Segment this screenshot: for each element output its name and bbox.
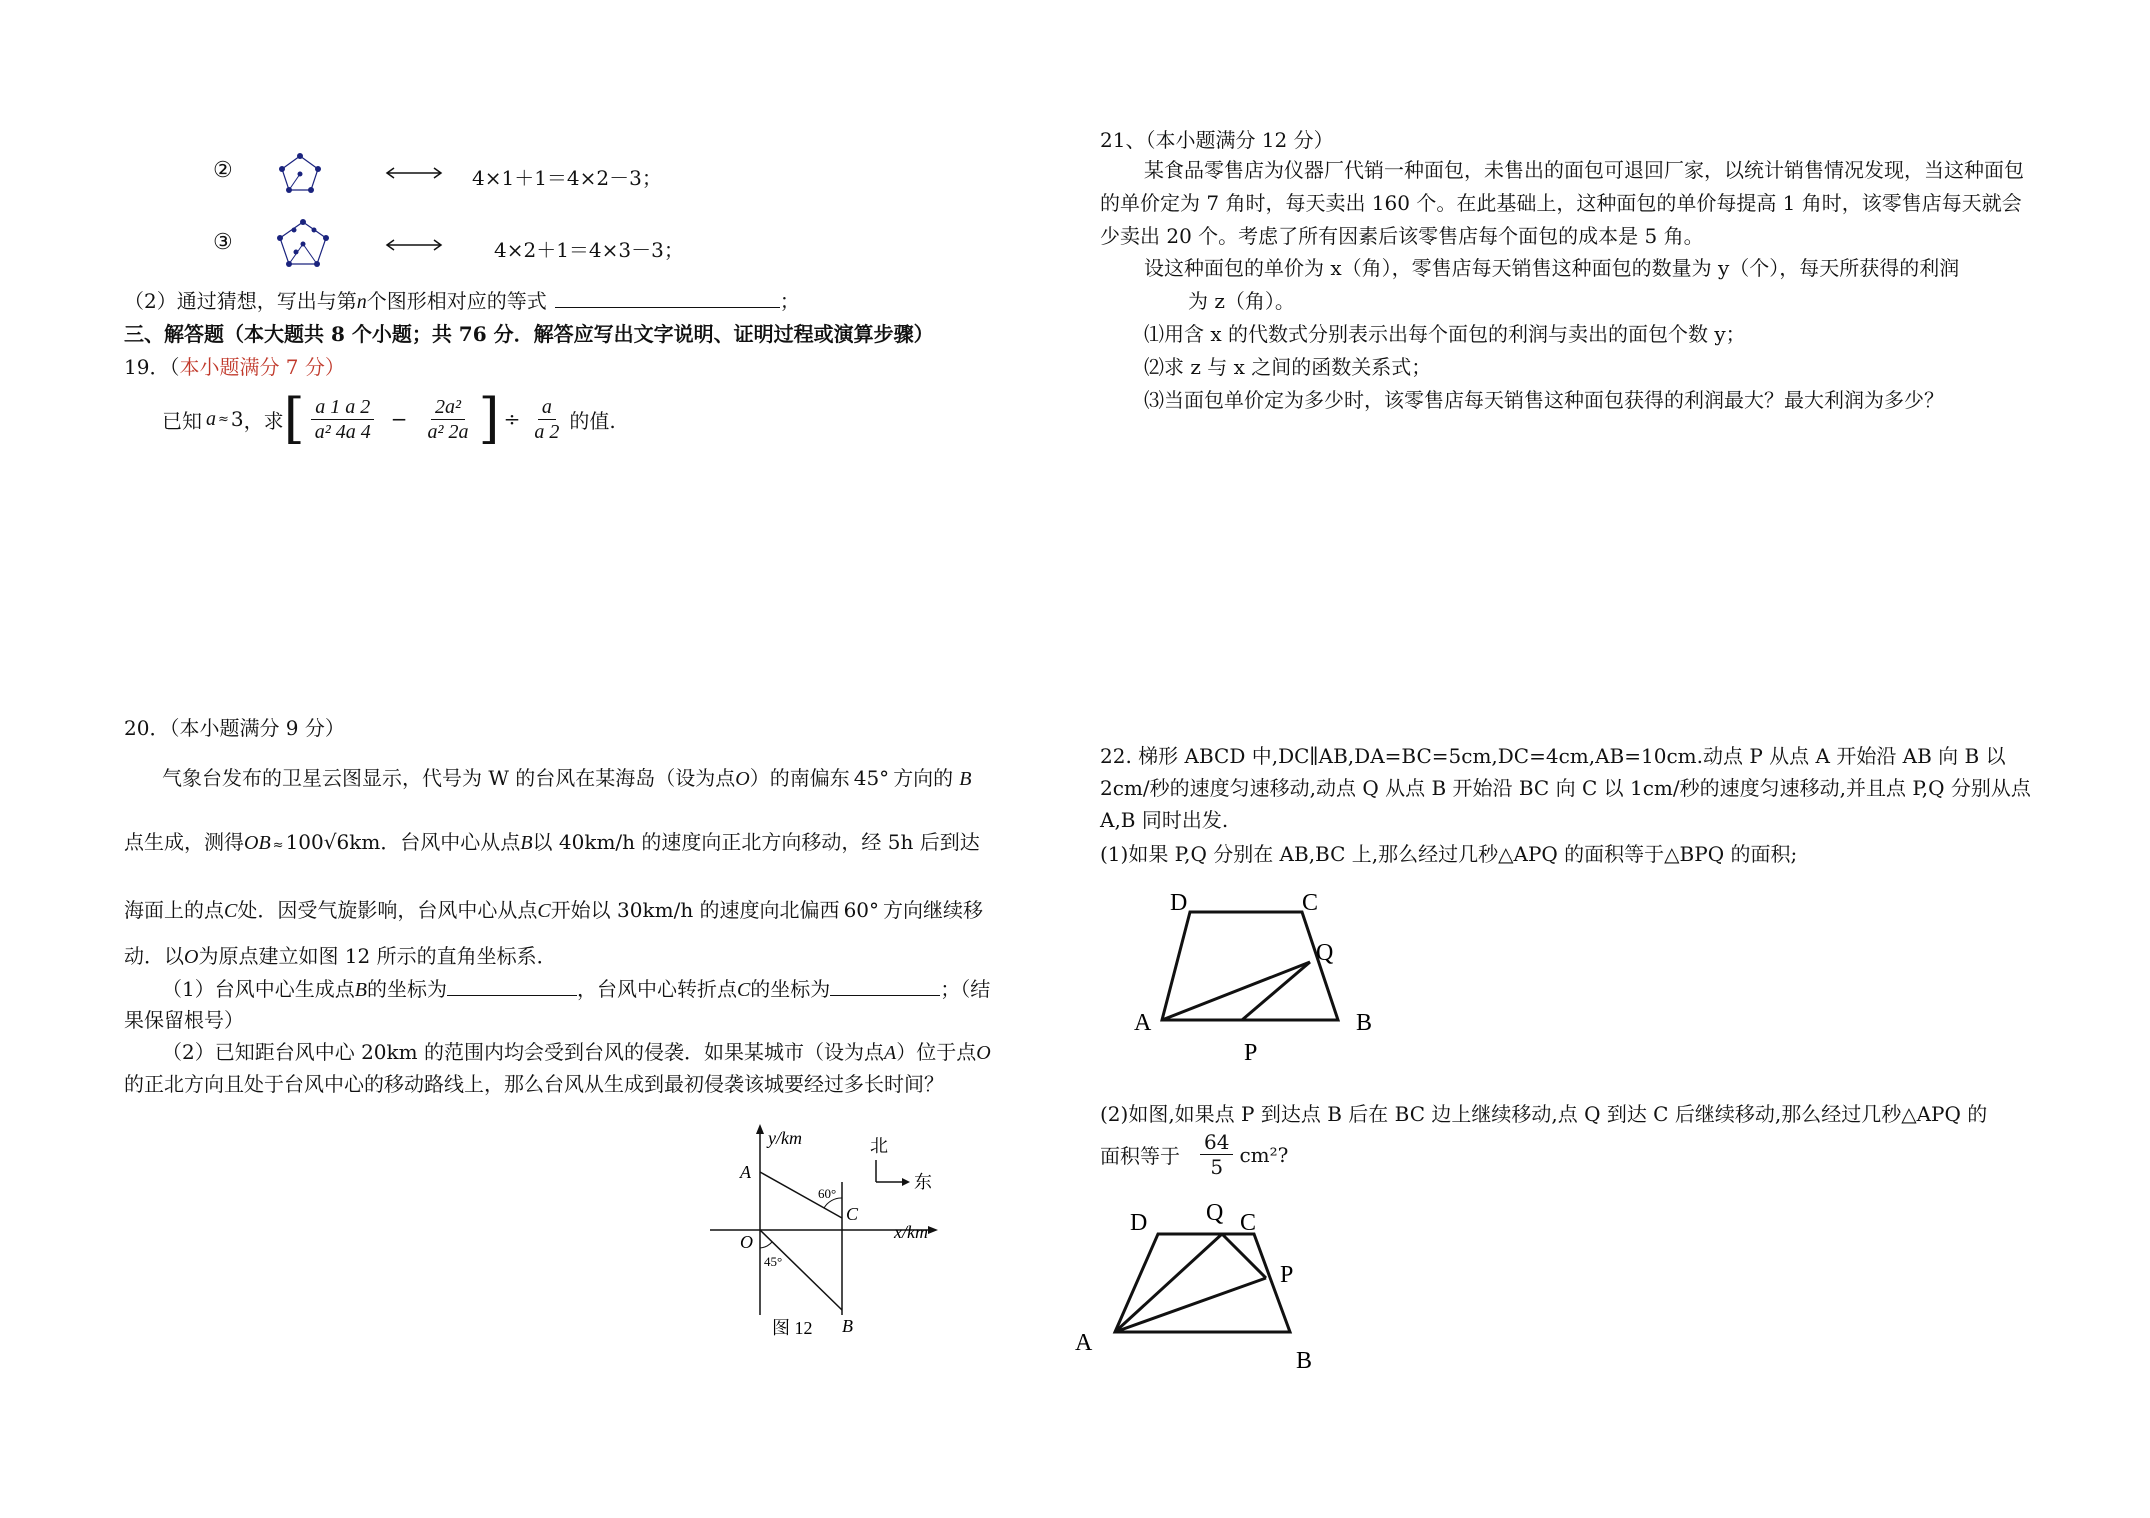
- q21-paragraph-2a: 设这种面包的单价为 x（角），零售店每天销售这种面包的数量为 y（个），每天所获得的利润: [1144, 256, 1960, 280]
- fig12-point-o: O: [740, 1232, 753, 1252]
- fig12-caption: 图 12: [772, 1318, 813, 1338]
- q22-paragraph: 22. 梯形 ABCD 中,DC∥AB,DA=BC=5cm,DC=4cm,AB=10cm.动点 P 从点 A 开始沿 AB 向 B 以 2cm/秒的速度匀速移动,动点 Q 从点 B 开始沿 BC 向 C 以 1cm/秒的速度匀速移动,并且点 P,Q 分别从点 A,B 同时出发.: [1100, 744, 2031, 832]
- fig12-y-label: y/km: [768, 1128, 802, 1148]
- q19-expression: 已知 a ≈ 3 ，求 [ $\frac{a 1 a 2}{\text{a² 4a 4}}$ − $\frac{\text{2a²}}{\text{a² 2a}}$ ] ÷ $\frac{a}{a 2}$ 的值.: [162, 387, 616, 450]
- q21-sub-1: ⑴用含 x 的代数式分别表示出每个面包的利润与卖出的面包个数 y；: [1144, 322, 1746, 346]
- answer-blank-b[interactable]: [447, 977, 577, 996]
- fig1-label-b: B: [1356, 1010, 1373, 1036]
- answer-blank[interactable]: [555, 289, 780, 308]
- fig1-label-q: Q: [1316, 940, 1334, 966]
- item-3-equation: 4×2＋1＝4×3－3；: [494, 238, 684, 262]
- item-2-number: ②: [213, 158, 233, 183]
- item-3-number: ③: [213, 230, 233, 255]
- question-2-text: （2）通过猜想，写出与第n个图形相对应的等式 ；: [124, 289, 800, 313]
- pentagon-dots-figure-3: [276, 218, 330, 268]
- double-arrow-icon: [384, 166, 444, 180]
- q20-heading: 20．（本小题满分 9 分）: [124, 716, 345, 740]
- fig1-label-c: C: [1302, 890, 1319, 916]
- fig1-label-a: A: [1134, 1010, 1152, 1036]
- fig12-point-b: B: [842, 1316, 853, 1336]
- q20-sub-2-cont: 的正北方向且处于台风中心的移动路线上，那么台风从生成到最初侵袭该城要经过多长时间？: [124, 1072, 944, 1096]
- fig2-label-a: A: [1075, 1330, 1093, 1356]
- double-arrow-icon: [384, 238, 444, 252]
- q22-fraction: $\frac{64}{5}$: [1200, 1130, 1233, 1179]
- fig12-x-label: x/km: [894, 1222, 928, 1242]
- q20-sub-1: （1）台风中心生成点B的坐标为 ，台风中心转折点C的坐标为 ；（结: [162, 977, 991, 1001]
- q21-heading: 21、（本小题满分 12 分）: [1100, 128, 1334, 152]
- q22-figure-1-trapezoid: [1130, 890, 1390, 1070]
- q21-paragraph-2b: 为 z（角）。: [1188, 289, 1295, 313]
- fig2-label-c: C: [1240, 1210, 1257, 1236]
- q19-heading: 19．（本小题满分 7 分）: [124, 355, 345, 379]
- fig12-angle-60: 60°: [818, 1186, 837, 1201]
- figure-12-coordinate-diagram: [700, 1120, 960, 1350]
- q22-sub-1: (1)如果 P,Q 分别在 AB,BC 上,那么经过几秒△APQ 的面积等于△BPQ 的面积;: [1100, 842, 1798, 866]
- q20-line-4: 动．以O为原点建立如图 12 所示的直角坐标系．: [124, 944, 557, 968]
- q19-fraction-2: $\frac{\text{2a²}}{\text{a² 2a}}$: [427, 395, 469, 443]
- q19-fraction-3: $\frac{a}{a 2}$: [534, 395, 560, 443]
- fig1-label-p: P: [1244, 1040, 1258, 1066]
- section-title: 三、解答题（本大题共 8 个小题；共 76 分．解答应写出文字说明、证明过程或演算步骤）: [124, 322, 934, 346]
- answer-blank-c[interactable]: [830, 977, 940, 996]
- fig12-point-c: C: [846, 1204, 859, 1224]
- q21-sub-3: ⑶当面包单价定为多少时，该零售店每天销售这种面包获得的利润最大？最大利润为多少？: [1144, 388, 1944, 412]
- q20-sub-1-cont: 果保留根号）: [124, 1008, 244, 1032]
- q19-fraction-1: $\frac{a 1 a 2}{\text{a² 4a 4}}$: [311, 395, 375, 444]
- fig2-label-p: P: [1280, 1262, 1294, 1288]
- q21-sub-2: ⑵求 z 与 x 之间的函数关系式；: [1144, 355, 1432, 379]
- fig12-point-a: A: [740, 1162, 751, 1182]
- fig12-north-label: 北: [870, 1136, 888, 1156]
- item-2-equation: 4×1＋1＝4×2－3；: [472, 166, 662, 190]
- pentagon-dots-figure-2: [278, 152, 322, 194]
- fig2-label-q: Q: [1206, 1200, 1224, 1226]
- q20-sub-2: （2）已知距台风中心 20km 的范围内均会受到台风的侵袭．如果某城市（设为点A）位于点O: [162, 1040, 991, 1064]
- q22-sub-2-cont: 面积等于 $\frac{64}{5}$ cm²?: [1100, 1130, 1289, 1179]
- q21-paragraph-1: 某食品零售店为仪器厂代销一种面包，未售出的面包可退回厂家，以统计销售情况发现，当这种面包的单价定为 7 角时，每天卖出 160 个。在此基础上，这种面包的单价每提高 1 角时，该零售店每天就会少卖出 20 个。考虑了所有因素后该零售店每个面包的成本是 5 角。: [1100, 158, 2024, 248]
- q20-line-2: 点生成，测得OB ≈ 100√6km．台风中心从点B以 40km/h 的速度向正北方向移动，经 5h 后到达: [124, 830, 980, 854]
- q20-line-1: 气象台发布的卫星云图显示，代号为 W 的台风在某海岛（设为点O）的南偏东 45° 方向的 B: [162, 766, 972, 790]
- fig2-label-d: D: [1130, 1210, 1148, 1236]
- fig12-east-label: 东: [914, 1172, 932, 1192]
- q22-sub-2: (2)如图,如果点 P 到达点 B 后在 BC 边上继续移动,点 Q 到达 C 后继续移动,那么经过几秒△APQ 的: [1100, 1102, 1988, 1126]
- fig12-angle-45: 45°: [764, 1254, 783, 1269]
- q22-figure-2-trapezoid: [1070, 1196, 1340, 1376]
- q20-line-3: 海面上的点C处．因受气旋影响，台风中心从点C开始以 30km/h 的速度向北偏西 60° 方向继续移: [124, 898, 984, 922]
- fig1-label-d: D: [1170, 890, 1188, 916]
- fig2-label-b: B: [1296, 1348, 1313, 1374]
